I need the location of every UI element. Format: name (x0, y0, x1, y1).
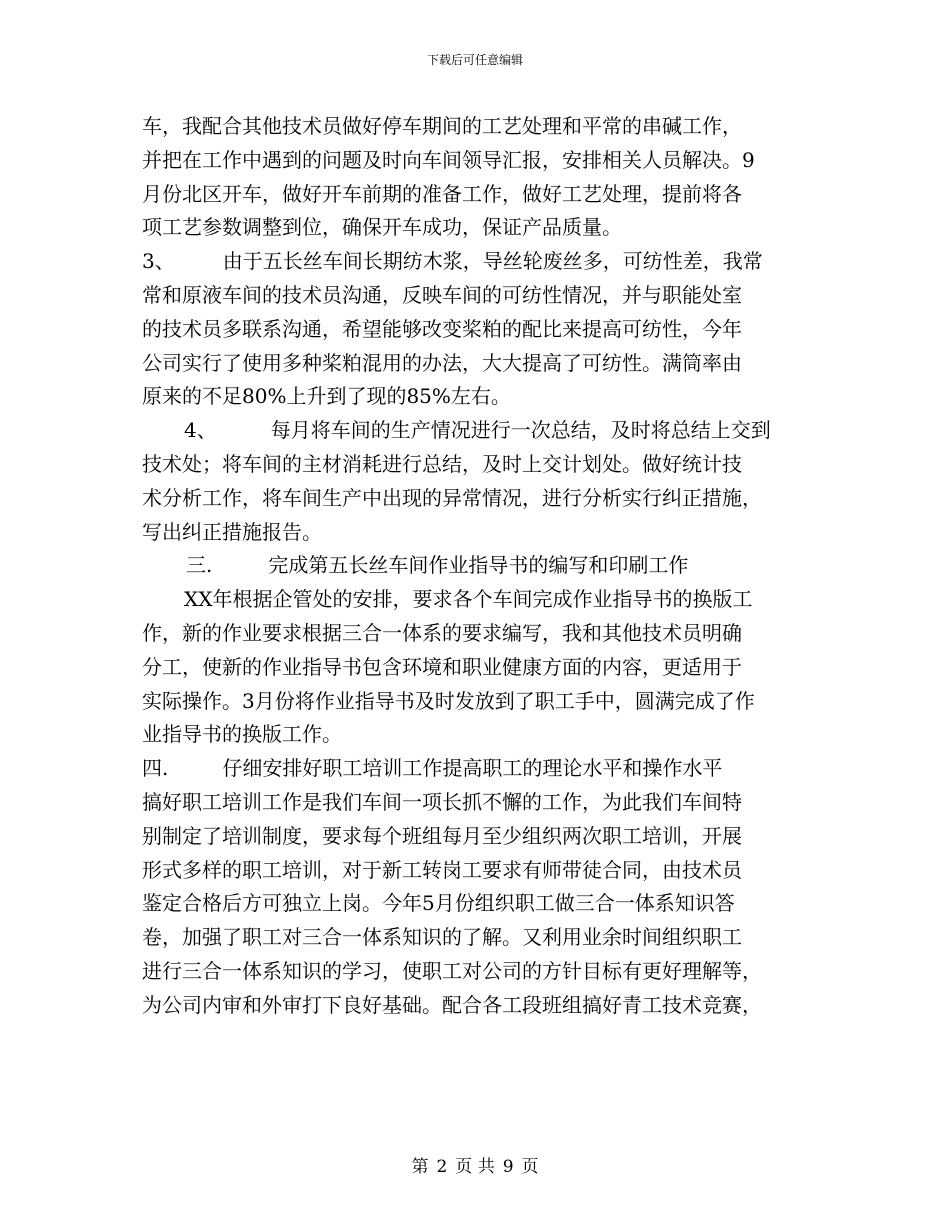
page-total: 9 (502, 1157, 514, 1177)
text-line: 业指导书的换版工作。 (142, 722, 342, 747)
text-line: 车，我配合其他技术员做好停车期间的工艺处理和平常的串碱工作， (142, 114, 742, 138)
text-line: 分工，使新的作业指导书包含环境和职业健康方面的内容，更适用于 (142, 654, 742, 679)
text-line: 形式多样的职工培训，对于新工转岗工要求有师带徒合同，由技术员 (142, 857, 742, 882)
section-title: 完成第五长丝车间作业指导书的编写和印刷工作 (268, 553, 689, 578)
list-item-text: 每月将车间的生产情况进行一次总结，及时将总结上交到 (270, 418, 771, 443)
section-number: 三. (186, 553, 213, 578)
text-line: 原来的不足80%上升到了现的85%左右。 (142, 384, 511, 409)
text-line: 技术处；将车间的主材消耗进行总结，及时上交计划处。做好统计技 (142, 451, 742, 476)
footer-suffix: 页 (521, 1157, 539, 1177)
text-line: 卷，加强了职工对三合一体系知识的了解。又利用业余时间组织职工 (142, 925, 742, 950)
text-line: XX年根据企管处的安排，要求各个车间完成作业指导书的换版工 (184, 587, 753, 612)
text-line: 的技术员多联系沟通，希望能够改变桨粕的配比来提高可纺性，今年 (142, 316, 742, 341)
header-text: 下载后可任意编辑 (426, 53, 523, 67)
text-line: 并把在工作中遇到的问题及时向车间领导汇报，安排相关人员解决。9 (142, 147, 755, 172)
text-line: 月份北区开车，做好开车前期的准备工作，做好工艺处理，提前将各 (142, 181, 742, 206)
text-line: 项工艺参数调整到位，确保开车成功，保证产品质量。 (142, 215, 622, 240)
section-number: 四. (142, 756, 169, 781)
footer-middle: 页 共 (455, 1157, 495, 1177)
text-line: 鉴定合格后方可独立上岗。今年5月份组织职工做三合一体系知识答 (142, 891, 735, 916)
text-line: 为公司内审和外审打下良好基础。配合各工段班组搞好青工技术竞赛， (142, 992, 762, 1017)
page-number: 2 (436, 1157, 448, 1177)
page-footer (0, 1156, 950, 1178)
text-line: 公司实行了使用多种桨粕混用的办法，大大提高了可纺性。满筒率由 (142, 350, 742, 375)
list-item-3 (142, 245, 822, 279)
list-item-text: 由于五长丝车间长期纺木浆，导丝轮废丝多，可纺性差，我常 (222, 249, 763, 274)
list-item-4 (142, 414, 822, 448)
text-line: 搞好职工培训工作是我们车间一项长抓不懈的工作，为此我们车间特 (142, 789, 742, 814)
page-header (0, 52, 950, 68)
text-line: 术分析工作，将车间生产中出现的异常情况，进行分析实行纠正措施， (142, 485, 762, 510)
document-body (142, 110, 822, 1023)
text-line: 写出纠正措施报告。 (142, 519, 322, 544)
section-title: 仔细安排好职工培训工作提高职工的理论水平和操作水平 (222, 756, 723, 781)
text-line: 常和原液车间的技术员沟通，反映车间的可纺性情况，并与职能处室 (142, 282, 742, 307)
section-heading-4 (142, 752, 822, 786)
text-line: 实际操作。3月份将作业指导书及时发放到了职工手中，圆满完成了作 (142, 688, 755, 713)
text-line: 作，新的作业要求根据三合一体系的要求编写，我和其他技术员明确 (142, 620, 742, 645)
list-number: 4、 (184, 418, 217, 443)
list-number: 3、 (142, 249, 175, 274)
section-heading-3 (142, 549, 822, 583)
text-line: 进行三合一体系知识的学习，使职工对公司的方针目标有更好理解等， (142, 958, 762, 983)
footer-prefix: 第 (411, 1157, 429, 1177)
text-line: 别制定了培训制度，要求每个班组每月至少组织两次职工培训，开展 (142, 823, 742, 848)
